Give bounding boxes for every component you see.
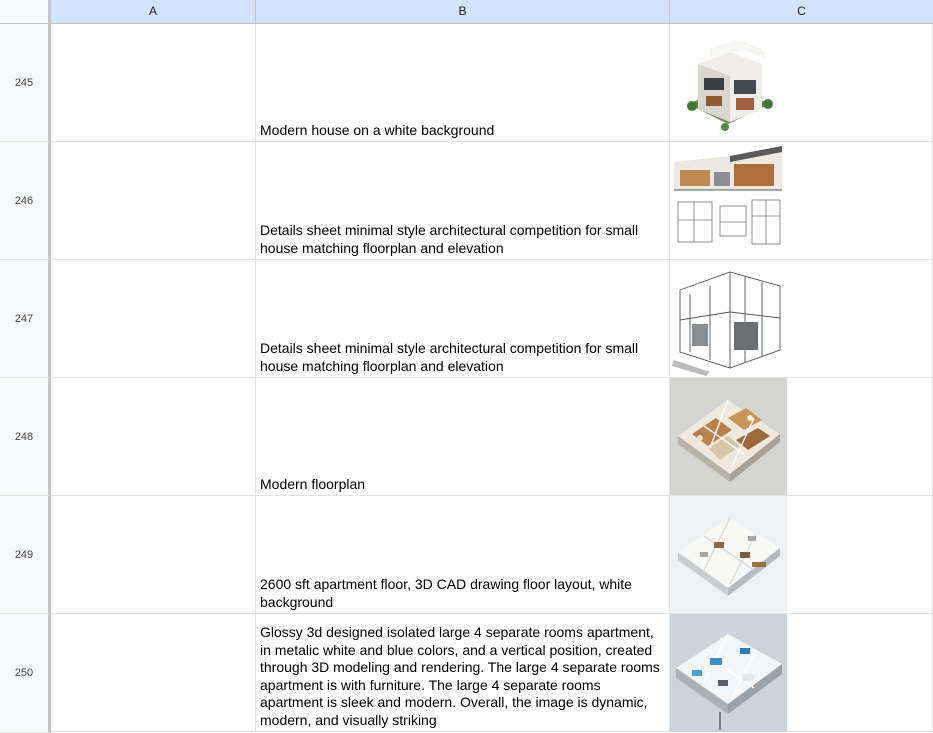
apartment-blue-image (670, 614, 787, 732)
cell-text: Modern floorplan (260, 475, 366, 492)
floorplan-image (670, 378, 787, 495)
row-header[interactable]: 245 (0, 24, 51, 142)
cell-b246[interactable] (256, 142, 670, 260)
cell-a250[interactable] (51, 614, 256, 732)
cell-c246[interactable] (670, 142, 933, 260)
cell-a247[interactable] (51, 260, 256, 378)
cell-c249[interactable] (670, 496, 933, 614)
row-header[interactable]: 250 (0, 614, 51, 733)
row-header[interactable]: 247 (0, 260, 51, 378)
modern-house-image (670, 24, 786, 141)
sketch-house-image (670, 260, 786, 377)
row-header[interactable]: 249 (0, 496, 51, 614)
cell-a246[interactable] (51, 142, 256, 260)
cell-text: Details sheet minimal style architectural competition for small house matching floorplan and elevation (260, 340, 639, 374)
cell-b248[interactable] (256, 378, 670, 496)
cell-c245[interactable] (670, 24, 933, 142)
column-header-c[interactable]: C (670, 0, 933, 24)
cell-text: Details sheet minimal style architectural competition for small house matching floorplan and elevation (260, 222, 639, 256)
cell-c248[interactable] (670, 378, 933, 496)
apartment-white-image (670, 496, 787, 613)
cell-a249[interactable] (51, 496, 256, 614)
cell-b249[interactable] (256, 496, 670, 614)
column-header-row (0, 0, 933, 24)
column-header-b[interactable]: B (256, 0, 670, 24)
row-header[interactable]: 248 (0, 378, 51, 496)
row-header[interactable]: 246 (0, 142, 51, 260)
cell-c250[interactable] (670, 614, 933, 732)
architecture-sheet-image (670, 142, 786, 259)
column-header-a[interactable]: A (51, 0, 256, 24)
cell-text: 2600 sft apartment floor, 3D CAD drawing floor layout, white background (260, 576, 632, 610)
cell-b247[interactable] (256, 260, 670, 378)
select-all-corner[interactable] (0, 0, 51, 24)
cell-a245[interactable] (51, 24, 256, 142)
cell-text: Glossy 3d designed isolated large 4 separate rooms apartment, in metalic white and blue colors, and a vertical position, created through 3D modeling and rendering. The large 4 separate rooms apartment is with furniture. The large 4 separate rooms apartment is sleek and modern. Overall, the image is dynamic, modern, and visually striking (260, 624, 660, 728)
cell-b245[interactable] (256, 24, 670, 142)
cell-c247[interactable] (670, 260, 933, 378)
cell-text: Modern house on a white background (260, 121, 495, 138)
cell-b250[interactable] (256, 614, 670, 732)
cell-a248[interactable] (51, 378, 256, 496)
